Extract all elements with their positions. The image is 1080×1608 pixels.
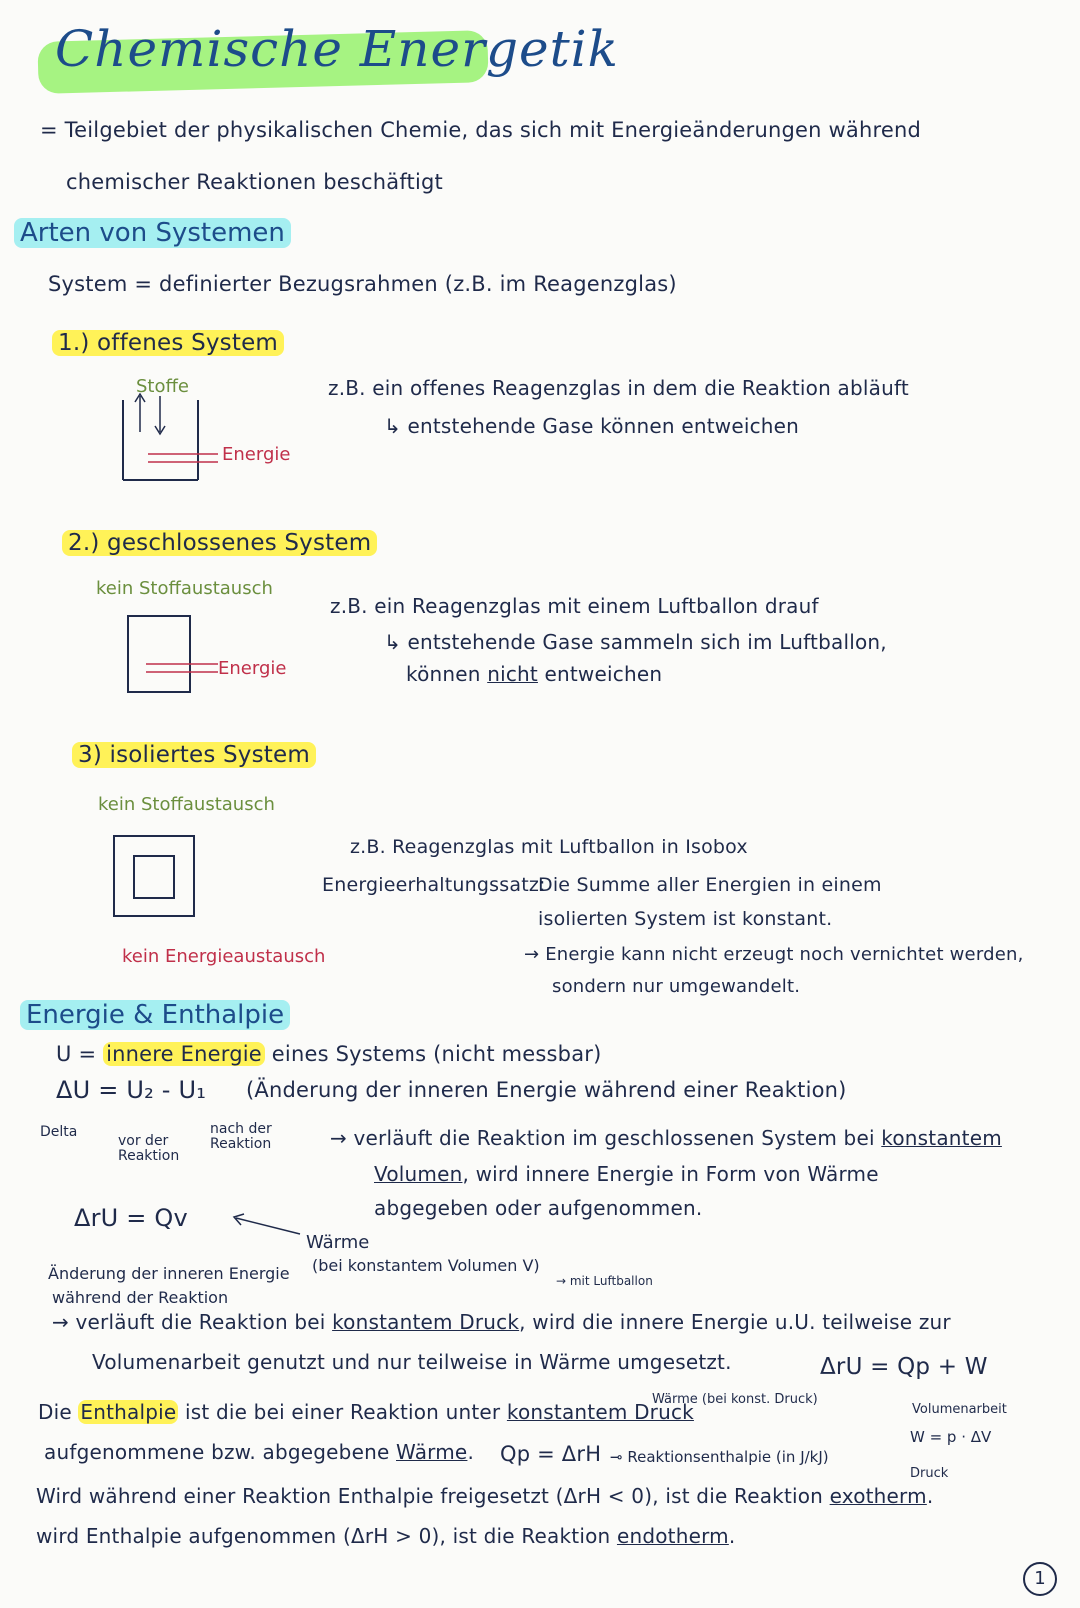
isolated-system-title bbox=[72, 742, 316, 768]
closed-system-example-3-post: entweichen bbox=[537, 662, 663, 686]
closed-system-label-no-substance: kein Stoffaustausch bbox=[96, 578, 273, 599]
volume-line-1-underline: konstantem bbox=[881, 1126, 1002, 1150]
enthalpy-line-2-post: . bbox=[467, 1440, 474, 1464]
open-system-diagram bbox=[118, 392, 228, 492]
open-system-example-1: z.B. ein offenes Reagenzglas in dem die Reaktion abläuft bbox=[328, 376, 909, 400]
volume-line-1-pre: → verläuft die Reaktion im geschlossenen System bei bbox=[330, 1126, 882, 1150]
open-system-title-text: 1.) offenes System bbox=[52, 330, 284, 356]
pressure-formula: ΔrU = Qp + W bbox=[820, 1354, 988, 1380]
closed-system-example-3-underline: nicht bbox=[487, 662, 538, 686]
inner-energy-pre: U = bbox=[56, 1042, 104, 1066]
pressure-druck-note: Druck bbox=[910, 1466, 949, 1481]
section-heading-enthalpy bbox=[20, 1000, 290, 1030]
label-after-reaction: nach der Reaktion bbox=[210, 1121, 272, 1152]
isolated-system-example-1: z.B. Reagenzglas mit Luftballon in Isobox bbox=[350, 836, 748, 858]
endotherm-line-pre: wird Enthalpie aufgenommen (ΔrH > 0), ist die Reaktion bbox=[36, 1524, 617, 1548]
endotherm-underline: endotherm bbox=[616, 1524, 729, 1548]
inner-energy-definition bbox=[56, 1042, 602, 1066]
pressure-line-1-underline: konstantem Druck bbox=[332, 1310, 520, 1334]
pressure-line-1-pre: → verläuft die Reaktion bei bbox=[52, 1310, 333, 1334]
mit-luftballon-note: → mit Luftballon bbox=[556, 1274, 653, 1288]
energy-conservation-label: Energieerhaltungssatz: bbox=[322, 874, 546, 896]
enthalpy-formula: Qp = ΔrH bbox=[500, 1442, 602, 1466]
isolated-system-label-no-energy: kein Energieaustausch bbox=[122, 946, 326, 967]
page-title: Chemische Energetik bbox=[55, 20, 619, 78]
isolated-system-label-no-substance: kein Stoffaustausch bbox=[98, 794, 275, 815]
label-delta: Delta bbox=[40, 1124, 78, 1140]
closed-system-title bbox=[62, 530, 377, 556]
exotherm-underline: exotherm bbox=[829, 1484, 927, 1508]
inner-energy-post: eines Systems (nicht messbar) bbox=[264, 1042, 602, 1066]
enthalpy-line-2-pre: aufgenommene bzw. abgegebene bbox=[44, 1440, 397, 1464]
pressure-line-1-post: , wird die innere Energie u.U. teilweise zur bbox=[519, 1310, 951, 1334]
enthalpy-line-1-mid: ist die bei einer Reaktion unter bbox=[178, 1400, 507, 1424]
enthalpy-highlight: Enthalpie bbox=[80, 1400, 177, 1424]
volume-line-2-post: , wird innere Energie in Form von Wärme bbox=[462, 1162, 879, 1186]
enthalpy-formula-note: ⊸ Reaktionsenthalpie (in J/kJ) bbox=[610, 1448, 829, 1466]
delta-u-description: (Änderung der inneren Energie während einer Reaktion) bbox=[246, 1078, 847, 1102]
enthalpy-line-2 bbox=[44, 1440, 474, 1464]
open-system-example-2: ↳ entstehende Gase können entweichen bbox=[384, 414, 800, 438]
enthalpy-line-1-underline: konstantem Druck bbox=[506, 1400, 694, 1424]
closed-system-label-energy: Energie bbox=[218, 658, 287, 679]
exotherm-line bbox=[36, 1484, 933, 1508]
page-number: 1 bbox=[1023, 1562, 1057, 1596]
definition-line-1: = Teilgebiet der physikalischen Chemie, das sich mit Energieänderungen während bbox=[40, 118, 922, 142]
qv-warme-label: Wärme bbox=[306, 1232, 370, 1253]
volume-line-2-underline: Volumen bbox=[374, 1162, 463, 1186]
endotherm-line bbox=[36, 1524, 735, 1548]
label-before-reaction: vor der Reaktion bbox=[118, 1133, 180, 1164]
section-heading-enthalpy-text: Energie & Enthalpie bbox=[20, 1000, 290, 1030]
energy-conservation-line-2: isolierten System ist konstant. bbox=[538, 908, 833, 930]
isolated-system-diagram bbox=[112, 834, 212, 924]
inner-energy-highlight: innere Energie bbox=[103, 1042, 265, 1066]
volume-line-1 bbox=[330, 1126, 1002, 1150]
closed-system-example-3 bbox=[406, 662, 662, 686]
isolated-system-title-text: 3) isoliertes System bbox=[72, 742, 316, 768]
system-definition: System = definierter Bezugsrahmen (z.B. im Reagenzglas) bbox=[48, 272, 677, 296]
endotherm-line-post: . bbox=[728, 1524, 736, 1548]
qv-note: (bei konstantem Volumen V) bbox=[312, 1256, 540, 1275]
definition-line-2: chemischer Reaktionen beschäftigt bbox=[66, 170, 443, 194]
closed-system-example-2: ↳ entstehende Gase sammeln sich im Luftballon, bbox=[384, 630, 887, 654]
pressure-w-formula: W = p · ΔV bbox=[910, 1428, 992, 1446]
closed-system-title-text: 2.) geschlossenes System bbox=[62, 530, 377, 556]
enthalpy-line-1-pre: Die bbox=[38, 1400, 79, 1424]
qv-arrow bbox=[228, 1212, 308, 1242]
section-heading-systems-text: Arten von Systemen bbox=[14, 218, 291, 248]
energy-conservation-line-3: → Energie kann nicht erzeugt noch vernichtet werden, bbox=[524, 944, 1024, 965]
closed-system-example-1: z.B. ein Reagenzglas mit einem Luftballon drauf bbox=[330, 594, 819, 618]
volume-line-2 bbox=[374, 1162, 879, 1186]
open-system-title bbox=[52, 330, 284, 356]
enthalpy-line-1 bbox=[38, 1400, 694, 1424]
open-system-label-substances: Stoffe bbox=[136, 376, 189, 397]
pressure-line-1 bbox=[52, 1310, 951, 1334]
delta-u-formula: ΔU = U₂ - U₁ bbox=[56, 1076, 207, 1104]
energy-conservation-line-4: sondern nur umgewandelt. bbox=[552, 976, 801, 997]
volume-line-3: abgegeben oder aufgenommen. bbox=[374, 1196, 703, 1220]
exotherm-line-pre: Wird während einer Reaktion Enthalpie freigesetzt (ΔrH < 0), ist die Reaktion bbox=[36, 1484, 830, 1508]
enthalpy-line-2-underline: Wärme bbox=[396, 1440, 468, 1464]
pressure-volumenarbeit-note: Volumenarbeit bbox=[912, 1402, 1007, 1417]
closed-system-example-3-pre: können bbox=[406, 662, 488, 686]
section-heading-systems bbox=[14, 218, 291, 248]
pressure-warme-note: Wärme (bei konst. Druck) bbox=[652, 1392, 818, 1407]
pressure-line-2: Volumenarbeit genutzt und nur teilweise in Wärme umgesetzt. bbox=[92, 1350, 732, 1374]
open-system-label-energy: Energie bbox=[222, 444, 291, 465]
qv-formula: ΔrU = Qv bbox=[74, 1204, 188, 1232]
delta-u-note-2: während der Reaktion bbox=[52, 1288, 229, 1307]
energy-conservation-line-1: Die Summe aller Energien in einem bbox=[538, 874, 882, 896]
delta-u-note-1: Änderung der inneren Energie bbox=[48, 1264, 290, 1283]
exotherm-line-post: . bbox=[926, 1484, 934, 1508]
